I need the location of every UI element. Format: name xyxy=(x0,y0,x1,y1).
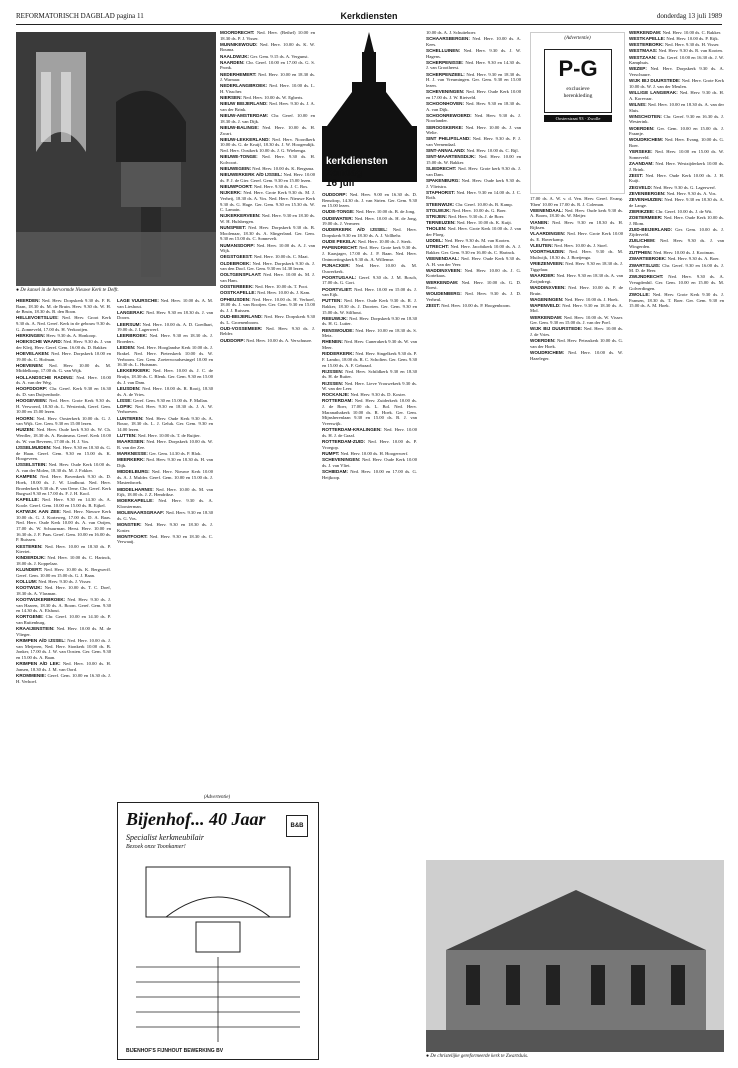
listings-column-7 xyxy=(629,30,724,854)
listing-entry: NIEUW-AMSTERDAM: Chr. Geref. 10.00 en 18.30 ds. J. van Dijk. xyxy=(220,113,315,124)
listing-entry: MOERKAPELLE: Ned. Herv. 9.30 ds. A. Kloosterman. xyxy=(117,498,213,509)
listing-entry: VEENENDAAL: Ned. Herv. Oude kerk 9.30 ds. A. Boom, 18.30 ds. W. Meijer. xyxy=(530,207,623,219)
paper-name: REFORMATORISCH DAGBLAD pagina 11 xyxy=(16,12,144,20)
listing-entry: OOSTERBEEK: Ned. Herv. 10.00 ds. T. Poot. xyxy=(220,284,309,290)
listing-entry: LEERSUM: Ned. Herv. 10.00 ds. A. D. Goedhart, 19.00 ds. J. Lagerwerf. xyxy=(117,321,213,333)
listing-entry: WOUDRICHEM: Ned. Herv. Evang. 10.00 ds. G. Boer. xyxy=(629,137,724,148)
listing-entry: PUTTEN: Ned. Herv. Oude Kerk 9.30 ds. R. J. Bakker, 18.30 ds. J. Doorten. Ger. Gem. 9.30 en 15.00 ds. W. Silfhout. xyxy=(322,298,417,315)
listing-entry: LEERBROEK: Ned. Herv. 9.30 en 18.30 ds. J. Broeders. xyxy=(117,333,213,345)
listing-entry: YERSEKE: Ned. Herv. 10.00 en 15.00 ds. W. Sonneveld. xyxy=(629,149,724,160)
listing-entry: KAPELLE: Ned. Herv. 9.30 en 14.30 ds. A. Koole. Geref. Gem. 10.00 en 15.00 ds. B. Eijkel. xyxy=(16,497,111,508)
listings-column-3 xyxy=(220,30,315,798)
listing-entry: UTRECHT: Ned. Herv. Jacobikerk 10.00 ds. A. J. Bakker. Ger. Gem. 9.30 en 16.00 ds. C. Harinck. xyxy=(426,244,521,255)
listing-entry: VLAARDINGEN: Ned. Herv. Grote Kerk 10.00 ds. E. Haverkamp. xyxy=(530,231,623,243)
listing-entry: ZOETERMEER: Ned. Herv. Oude Kerk 10.00 ds. J. Blom. xyxy=(629,214,724,226)
listing-entry: NUNSPEET: Ned. Herv. Dorpskerk 9.30 ds. B. Moolenaar, 18.30 ds. A. Slingerland. Ger. Gem. 9.30 en 15.00 ds. C. Sonnevelt. xyxy=(220,225,315,242)
listing-entry: SCHAARSBERGEN: Ned. Herv. 10.00 ds. A. Kees. xyxy=(426,36,521,47)
listing-entry: KLUNDERT: Ned. Herv. 10.00 ds. K. Bergwerff. Geref. Gem. 10.00 en 15.00 ds. G. J. Baan. xyxy=(16,567,111,578)
listing-entry: ROTTERDAM-ZUID: Ned. Herv. 10.00 ds. P. Vroegop. xyxy=(322,439,417,450)
listing-entry: MAARSSEN: Ned. Herv. Dorpskerk 10.00 ds. W. R. van der Zee. xyxy=(117,439,213,450)
listing-entry: NEDERHEMERT: Ned. Herv. 10.00 en 18.30 ds. J. Warnaar. xyxy=(220,71,315,83)
listing-entry: OUDDORP: Ned. Herv. 10.00 ds. A. Verschuure. xyxy=(220,337,313,343)
listing-entry: LANGERAK: Ned. Herv. 9.30 en 18.30 ds. J. van Doorn. xyxy=(117,309,213,321)
bijenhof-company: BIJENHOF'S FIJNHOUT BEWERKING BV xyxy=(126,1048,224,1054)
pulpit-photo-art xyxy=(16,32,216,286)
listing-entry: WAGENINGEN: Ned. Herv. 10.00 ds. J. Hoek. xyxy=(530,296,619,302)
listing-entry: MEERKERK: Ned. Herv. 9.30 en 18.30 ds. H. van Dijk. xyxy=(117,457,213,468)
listings-column-5 xyxy=(426,30,521,854)
ad-label: (Advertentie) xyxy=(564,36,591,41)
listing-entry: NIJKERKERVEEN: Ned. Herv. 9.30 en 18.30 ds. W. H. Hulsbergen. xyxy=(220,213,315,224)
pulpit-photo xyxy=(16,32,216,286)
page-header xyxy=(16,12,722,24)
listing-entry: KINDERDIJK: Ned. Herv. 10.00 ds. C. Harinck, 18.00 ds. J. Koppelaar. xyxy=(16,555,111,567)
listing-entry: KRIMPEN A/D IJSSEL: Ned. Herv. 10.00 ds. J. van Meijeren, Ned. Herv. Sionkerk 10.00 ds. B. Jonker, 17.00 ds. J. W. van Oosten. Ger. Gem. 9.30 en 15.00 ds. A. Baan. xyxy=(16,638,111,661)
listing-entry: STRIJEN: Ned. Herv. 9.30 ds. J. de Boer. xyxy=(426,213,505,219)
listing-entry: RENSWOUDE: Ned. Herv. 10.00 en 18.30 ds. S. Metz. xyxy=(322,327,417,339)
listing-entry: OEGSTGEEST: Ned. Herv. 10.00 ds. C. Maat. xyxy=(220,254,309,260)
listing-entry: OUD-BEIJERLAND: Ned. Herv. Dorpskerk 9.30 ds. L. Groenenboom. xyxy=(220,314,315,325)
listing-entry: ROTTERDAM-KRALINGEN: Ned. Herv. 10.00 ds. H. J. de Graaf. xyxy=(322,427,417,438)
pg-tagline-2: herenkleding xyxy=(563,92,593,99)
listing-entry: SINT PHILIPSLAND: Ned. Herv. 9.30 ds. P. J. van Veenendaal. xyxy=(426,136,521,147)
listing-entry: ZIERIKZEE: Chr. Geref. 10.00 ds. J. de Wit. xyxy=(629,208,713,214)
listing-entry: WOERDEN: Ger. Gem. 10.00 en 15.00 ds. J. Fraanje. xyxy=(629,125,724,137)
listing-entry: WIJK BIJ DUURSTEDE: Ned. Herv. Grote Kerk 10.00 ds. W. J. van der Meulen. xyxy=(629,78,724,89)
listing-entry: VLEUTEN: Ned. Herv. 10.00 ds. J. Stoel. xyxy=(530,243,608,249)
listing-entry: OOSTKAPELLE: Ned. Herv. 10.00 ds. J. Kam. xyxy=(220,290,311,296)
listing-entry: NAARDEN: Chr. Geref. 10.00 en 17.00 ds. G. S. Pronk. xyxy=(220,59,315,71)
listing-entry: VOORTHUIZEN: Ned. Herv. 9.30 ds. M. Muilwijk, 18.30 ds. J. Boeijenga. xyxy=(530,249,623,261)
listing-entry: SINT-MAARTENSDIJK: Ned. Herv. 10.00 en 15.00 ds. W. Bakker. xyxy=(426,154,521,165)
pg-brand: P-G xyxy=(558,56,598,81)
listing-entry: LOPIK: Ned. Herv. 9.30 en 18.30 ds. J. A. W. Verhoeven. xyxy=(117,403,213,415)
listing-entry: OUDEWATER: Ned. Herv. 10.00 ds. H. de Jong, 19.00 ds. J. Vermeer. xyxy=(322,215,417,227)
listing-entry: HOORN: Ned. Herv. Oosterkerk 10.00 ds. G. J. van Wijk. Ger. Gem. 9.30 en 15.00 lezen. xyxy=(16,415,111,427)
listing-entry: NUMANSDORP: Ned. Herv. 10.00 ds. A. J. van Wijk. xyxy=(220,242,315,254)
listing-entry: WOUDRICHEM: Ned. Herv. 10.00 ds. W. Hazeleger. xyxy=(530,350,623,361)
listing-entry: NIEUW BEIJERLAND: Ned. Herv. 9.30 ds. J. A. van der Brink. xyxy=(220,101,315,113)
listing-entry: IJSSELMUIDEN: Ned. Herv. 9.30 en 18.30 ds. G. de Haan. Geref. Gem. 9.30 en 15.00 ds. K. Hoogeveen. xyxy=(16,444,111,462)
listing-entry: THOLEN: Ned. Herv. Grote Kerk 10.00 ds. J. van der Ploeg. xyxy=(426,226,521,237)
listing-entry: WAPENVELD: Ned. Herv. 9.30 en 18.30 ds. A. Mol. xyxy=(530,302,623,314)
listing-entry: SCHELLUINEN: Ned. Herv. 9.30 ds. J. W. Hagens. xyxy=(426,47,521,59)
listing-entry: HOEVENEN: Ned. Herv. 10.00 ds. M. Middelkoop, 17.00 ds. G. van Wijk. xyxy=(16,362,111,374)
listing-entry: WEZEP: Ned. Herv. Dorpskerk 9.30 ds. A. Verschuure. xyxy=(629,66,724,78)
listing-entry: MOLENAARSGRAAF: Ned. Herv. 9.30 en 18.30 ds. G. Vos. xyxy=(117,510,213,521)
listing-entry: OUDERKERK A/D IJSSEL: Ned. Herv. Dorpskerk 9.30 en 18.30 ds. A. J. Vollbehr. xyxy=(322,227,417,239)
listing-entry: SCHERPENISSE: Ned. Herv. 9.30 en 14.30 ds. J. van Grootheest. xyxy=(426,59,521,71)
listing-entry: NIEUWPOORT: Ned. Herv. 9.30 ds. J. C. Bos. xyxy=(220,184,309,190)
pg-tagline-1: exclusieve xyxy=(566,86,590,92)
listing-entry: MARKNESSE: Ger. Gem. 14.30 ds. P. Blok. xyxy=(117,451,202,457)
listing-entry: WILLIGE LANGERAK: Ned. Herv. 9.30 ds. H. A. Korevaar. xyxy=(629,90,724,101)
listing-entry: ROTTERDAM: Ned. Herv. Zuiderkerk 10.00 ds. J. de Boer, 17.00 ds. L. Bol. Ned. Herv. Maranathakerk 10.00 ds. R. Hoek. Ger. Gem. Mijnsherenlaan 9.30 en 15.00 ds. B. J. van Vreeswijk. xyxy=(322,398,417,427)
listing-entry: WESTKAPELLE: Ned. Herv. 10.00 ds. P. Rijk. xyxy=(629,36,719,42)
listing-entry: OPHEUSDEN: Ned. Herv. 10.00 ds. H. Verhoef, 18.00 ds. J. van Rooijen. Ger. Gem. 9.30 en 15.00 ds. J. J. Ruissen. xyxy=(220,296,315,313)
listing-entry: HOOGEVEEN: Ned. Herv. Grote Kerk 9.30 ds. H. Verwoerd, 18.30 ds. L. Westerink, Geref. Gem. 10.00 en 15.00 lezen. xyxy=(16,398,111,415)
listing-entry: ZEVENBERGEN: Ned. Herv. 9.30 ds. A. Vos. xyxy=(629,190,717,196)
listing-entry: STAPHORST: Ned. Herv. 9.30 en 14.00 ds. J. C. Roth. xyxy=(426,189,521,201)
bijenhof-tagline: Bezoek onze Toonkamer! xyxy=(126,844,186,850)
listing-entry: NEDERLANGBROEK: Ned. Herv. 10.00 ds. L. H. Visscher. xyxy=(220,83,315,95)
listing-entry: MOORDRECHT: Ned. Herv. (Bethel) 10.00 en 18.30 ds. P. J. Visser. xyxy=(220,30,315,41)
church-photo xyxy=(426,860,724,1052)
listing-entry: RHENEN: Ned. Herv. Cunerakerk 9.30 ds. W. van Meer. xyxy=(322,339,417,351)
listing-entry: SCHEVENINGEN: Ned. Herv. Oude Kerk 10.00 ds. J. van Vliet. xyxy=(322,457,417,468)
church-silhouette-icon xyxy=(322,32,417,126)
listing-entry: LUNTEREN: Ned. Herv. Oude Kerk 9.30 ds. A. Bouw, 18.30 ds. L. J. Geluk. Ger. Gem. 9.30 en 14.00 lezen. xyxy=(117,415,213,432)
listing-entry: HOLLANDSCHE RADING: Ned. Herv. 10.00 ds. A. van der Weg. xyxy=(16,374,111,386)
pg-advertisement xyxy=(530,32,625,194)
listing-entry: LEIDEN: Ned. Herv. Hooglandse Kerk 10.00 ds. J. Brakel. Ned. Herv. Pieterskerk 10.00 ds. W. Verboom. Ger. Gem. Zoeterwoudsesingel 10.00 en 16.30 ds. L. Huisman. xyxy=(117,345,213,368)
listing-entry: NIEUWERKERK A/D IJSSEL: Ned. Herv. 10.00 ds. P. J. de Gier. Geref. Gem. 9.30 en 15.00 lezen. xyxy=(220,172,315,183)
listing-entry: OUDE PEKELA: Ned. Herv. 10.00 ds. J. Sterk. xyxy=(322,239,412,245)
listing-entry: HOOFDDORP: Chr. Geref. Kerk 9.30 en 16.30 ds. D. van Duijvenbode. xyxy=(16,386,111,397)
listing-entry: HUIZEN: Ned. Herv. Oude kerk 9.30 ds. W. Ch. Werdler, 18.30 ds. A. Bruinsma. Geref. Kerk 10.00 ds. W. van Beveren, 17.00 ds. H. J. Vos. xyxy=(16,427,111,444)
photo2-caption: ● De christelijke gereformeerde kerk te Zwartsluis. xyxy=(426,1054,529,1059)
listing-entry: WESTMAAS: Ned. Herv. 9.30 ds. R. van Kooten. xyxy=(629,48,723,54)
listing-entry: KRIMPEN A/D LEK: Ned. Herv. 10.00 ds. H. Jansen, 18.30 ds. J. M. van Oord. xyxy=(16,661,111,672)
listing-entry: OUDE-TONGE: Ned. Herv. 10.00 ds. B. de Jong. xyxy=(322,209,416,215)
listing-entry: ZUILICHEM: Ned. Herv. 9.30 ds. J. van Wingerden. xyxy=(629,238,724,250)
listings-column-2 xyxy=(117,298,213,798)
listing-entry: MIDDELBURG: Ned. Herv. Nieuwe Kerk 10.00 ds. A. J. Mulder. Geref. Gem. 10.00 en 15.00 ds. J. Mastenbroek. xyxy=(117,469,213,486)
listing-entry: KORTGENE: Chr. Geref. 10.00 en 14.30 ds. P. van Ruitenburg. xyxy=(16,614,111,626)
listing-entry: KOLLUM: Ned. Herv. 9.30 ds. J. Visser. xyxy=(16,579,92,584)
listing-entry: WAARDER: Ned. Herv. 9.30 en 18.30 ds. A. van Zwijndregt. xyxy=(530,273,623,284)
listing-entry: POORTUGAAL: Geref. 9.30 ds. J. M. Bosch, 17.00 ds. G. Gort. xyxy=(322,274,417,286)
logo-date: 16 juli xyxy=(326,178,355,189)
listing-entry: NAALDWIJK: Ger. Gem. 9.15 ds. A. Vergunst. xyxy=(220,53,309,59)
listing-entry: SPAKENBURG: Ned. Herv. Oude kerk 9.30 ds. J. Vlietstra. xyxy=(426,177,521,189)
listing-entry: ZUID-BEIJERLAND: Ger. Gem. 10.00 ds. J. Zijderveld. xyxy=(629,226,724,238)
listing-entry: OUD-VOSSEMEER: Ned. Herv. 9.30 ds. J. Belder. xyxy=(220,325,315,337)
logo-title: kerkdiensten xyxy=(326,156,388,167)
listing-entry: VIANEN: Ned. Herv. 9.30 en 18.30 ds. H. Rijksen. xyxy=(530,219,623,231)
listing-entry: HOEVELAKEN: Ned. Herv. Dorpskerk 10.00 en 19.00 ds. C. Hofman. xyxy=(16,350,111,362)
listing-entry: NIJKERK: Ned. Herv. Grote Kerk 9.30 ds. M. J. Verheij, 18.30 ds. A. Vos. Ned. Herv. Nieuwe Kerk 9.30 ds. G. Hage. Ger. Gem. 9.30 en 15.30 ds. W. C. Lamain. xyxy=(220,190,315,213)
listing-entry: NIEUW-LEKKERLAND: Ned. Herv. Noordkerk 10.00 ds. G. de Kruijf, 18.30 ds. J. W. Hoogendijk. Ned. Herv. Oostkerk 10.00 ds. J. G. Wiebenga. xyxy=(220,136,315,154)
listing-entry: OOLTGENSPLAAT: Ned. Herv. 10.00 ds. M. J. van Ham. xyxy=(220,272,315,284)
listing-entry: ZEGVELD: Ned. Herv. 9.30 ds. G. Lagerwerf. xyxy=(629,184,716,190)
listing-entry: STEENWIJK: Chr. Geref. 10.00 ds. B. Kamp. xyxy=(426,201,513,207)
listing-entry: KOOTWIJK: Ned. Herv. 10.00 ds. T. C. Doef, 18.30 ds. A. Vlasman. xyxy=(16,585,111,596)
listing-entry: WADDINXVEEN: Ned. Herv. 10.00 ds. P. de Bruin. xyxy=(530,284,623,296)
church-interior-drawing xyxy=(126,857,310,1045)
listing-entry: WESTZAAN: Chr. Geref. 10.00 en 16.30 ds. J. W. Kamphuis. xyxy=(629,54,724,66)
listing-entry: ZAANDAM: Ned. Herv. Westzijderkerk 10.00 ds. J. Brink. xyxy=(629,160,724,172)
listing-entry: PIJNACKER: Ned. Herv. 10.00 ds. M. Ouwerkerk. xyxy=(322,262,417,274)
listing-entry: VRIEZENVEEN: Ned. Herv. 9.30 en 18.30 ds. J. Tiggelaar. xyxy=(530,261,623,272)
listing-entry: NIERSEN: Ned. Herv. 10.00 ds. W. Egberts. xyxy=(220,95,304,101)
listing-entry: WERKENDAM: Ned. Herv. 10.00 ds. G. D. Roest. xyxy=(426,279,521,291)
listing-entry: IJSSELSTEIN: Ned. Herv. Oude Kerk 10.00 ds. A. van der Molen, 18.30 ds. M. J. Fokker. xyxy=(16,462,111,474)
listing-entry: SLIEDRECHT: Ned. Herv. Grote kerk 9.30 ds. J. van Dam. xyxy=(426,166,521,177)
listing-entry: WOUDENBERG: Ned. Herv. 9.30 ds. J. D. Verheul. xyxy=(426,291,521,303)
listing-entry: REEUWIJK: Ned. Herv. Dorpskerk 9.30 en 18.30 ds. H. G. Lutter. xyxy=(322,315,417,327)
listing-entry: OUDDORP: Ned. Herv. 9.00 en 16.30 ds. D. Bensdorp, 14.30 ds. J. van Strien. Ger. Gem. 9.30 en 15.00 lezen. xyxy=(322,192,417,209)
listings-column-4 xyxy=(322,192,417,1062)
listing-entry: ZWOLLE: Ned. Herv. Grote Kerk 9.30 ds. J. Fransen, 18.30 ds. T. Boer. Ger. Gem. 9.30 en 15.00 ds. A. M. Hoek. xyxy=(629,291,724,309)
listing-entry: MONSTER: Ned. Herv. 9.30 en 18.30 ds. J. Koster. xyxy=(117,521,213,533)
bijenhof-subtitle: Specialist kerkmeubilair xyxy=(126,833,204,842)
listing-entry: SEROOSKERKE: Ned. Herv. 10.00 ds. J. van Welie. xyxy=(426,124,521,136)
listing-entry: OLDEBROEK: Ned. Herv. Dorpskerk 9.30 ds. J. van den Dool. Ger. Gem. 9.30 en 14.30 lezen. xyxy=(220,260,315,272)
listing-entry: SCHIEDAM: Ned. Herv. 10.00 en 17.00 ds. G. Heijkoop. xyxy=(322,468,417,480)
pg-tagline xyxy=(545,86,611,99)
listing-entry: UDDEL: Ned. Herv. 9.30 ds. M. van Kooten. xyxy=(426,237,511,243)
listing-entry: ZUTPHEN: Ned. Herv. 10.00 ds. J. Kooiman. xyxy=(629,250,715,256)
listings-column-1 xyxy=(16,298,111,1062)
pg-logo-box xyxy=(544,49,612,113)
listing-entry: LEUSDEN: Ned. Herv. 10.00 ds. R. Rooij, 18.30 ds. A. de Vries. xyxy=(117,385,213,397)
listing-entry: KOOTWIJKERBROEK: Ned. Herv. 9.30 ds. J. van Haaren, 18.30 ds. A. Boom. Geref. Gem. 9.30 en 14.30 ds. A. Elshout. xyxy=(16,596,111,614)
listing-entry: WERKENDAM: Ned. Herv. 10.00 ds. W. Visser. Ger. Gem. 9.30 en 15.00 ds. J. van der Poel. xyxy=(530,314,623,326)
listing-entry: RIJSSEN: Ned. Herv. Schildkerk 9.30 en 18.30 ds. H. de Ruiter. xyxy=(322,368,417,380)
listing-entry: 17.00 ds. A. W. v. d. Ven. Herv. Geref. Evang. 'Eben' 10.00 en 17.00 ds. R. J. Coleman. xyxy=(530,196,623,207)
listing-entry: ROCKANJE: Ned. Herv. 9.30 ds. D. Koster. xyxy=(322,392,406,398)
listing-entry: LUTTEN: Ned. Herv. 10.00 ds. T. de Ruijter. xyxy=(117,433,201,439)
listing-entry: LAGE VUURSCHE: Ned. Herv. 10.00 ds. A. M. van Lieshout. xyxy=(117,298,213,309)
listing-entry: WESTERBORK: Ned. Herv. 9.30 ds. H. Visser. xyxy=(629,42,720,48)
listing-entry: HELLEVOETSLUIS: Ned. Herv. Groot Kerk 9.30 ds. A. Ned. Geref. Kerk in de gebouw 9.30 ds. G. Zonneveld, 17.00 ds. H. Verkooijen. xyxy=(16,315,111,332)
photo1-caption: ● De kansel in de hervormde Nieuwe Kerk te Delft. xyxy=(16,288,119,293)
listing-entry: WOERDEN: Ned. Herv. Petruskerk 10.00 ds. G. van der Hoek. xyxy=(530,338,623,349)
listing-entry: NIEUWE-TONGE: Ned. Herv. 9.30 ds. H. Kolvoort. xyxy=(220,154,315,165)
listings-column-6 xyxy=(530,196,623,854)
listing-entry: HERKINGEN: Herv. 9.30 ds. A. Honkoop. xyxy=(16,332,97,338)
kerkdiensten-logo xyxy=(322,32,417,182)
listing-entry: WERKENDAM: Ned. Herv. 10.00 ds. C. Bakker. xyxy=(629,30,722,35)
listing-entry: WILNIS: Ned. Herv. 10.00 en 18.30 ds. A. van der Sluis. xyxy=(629,101,724,113)
listing-entry: HEERDEN: Ned. Herv. Dorpskerk 9.30 ds. F. B. Baan, 18.30 ds. M. de Bruin. Herv. 9.30 ds. W. H. de Bruin, 18.30 ds. B. den Boon. xyxy=(16,298,111,315)
listing-entry: MIDDELHARNIS: Ned. Herv. 10.00 ds. M. van Eijk, 18.00 ds. J. Z. Hendrikse. xyxy=(117,486,213,498)
listing-entry: WINSCHOTEN: Chr. Geref. 9.30 en 16.30 ds. J. Westerink. xyxy=(629,113,724,125)
listing-entry: PAPENDRECHT: Ned. Herv. Grote kerk 9.30 ds. J. Kaasjager, 17.00 ds. J. P. Baan. Ned. Herv. Ontmoetingskerk 9.30 ds. A. Willemse. xyxy=(322,245,417,262)
bijenhof-advertisement xyxy=(117,802,319,1060)
section-title: Kerkdiensten xyxy=(340,11,398,21)
ad-bij-label: (Advertentie) xyxy=(203,795,231,800)
listing-entry: SCHERPENZEEL: Ned. Herv. 9.30 en 18.30 ds. H. J. van Vreumingen. Ger. Gem. 9.30 en 15.00 lezen. xyxy=(426,71,521,88)
listing-entry: KAMPEN: Ned. Herv. Bovenkerk 9.30 ds. D. Hoek, 18.00 ds. J. W. Lindhout. Ned. Herv. Broederkerk 9.30 ds. P. van Oene. Chr. Geref. Kerk Burgwal 9.30 en 17.00 ds. F. J. H. Kool. xyxy=(16,474,111,497)
issue-date: donderdag 13 juli 1989 xyxy=(656,12,722,20)
pg-address: Oosterstraat 93 · Zwolle xyxy=(544,115,612,122)
listing-entry: MUNNIKEWOUD: Ned. Herv. 10.00 ds. K. W. Bouma. xyxy=(220,41,315,53)
listing-entry: KRAAIJENSTEIN: Ned. Herv. 10.00 ds. M. de Vlieger. xyxy=(16,626,111,637)
listing-entry: MONTFOORT: Ned. Herv. 9.30 en 18.30 ds. C. Verwaaij. xyxy=(117,533,213,545)
church-photo-art xyxy=(426,860,724,1052)
listing-entry: RIJSSEN: Ned. Herv. Lieve Vrouwekerk 9.30 ds. W. van der Leer. xyxy=(322,380,417,392)
bijenhof-logo: B&B xyxy=(286,815,308,837)
listing-entry: POORTVLIET: Ned. Herv. 10.00 en 15.00 ds. J. van Eijk. xyxy=(322,286,417,298)
listing-entry: RUMPT: Ned. Herv. 10.00 ds. H. Hoogerwerf. xyxy=(322,450,409,456)
logo-day: Zondag xyxy=(326,168,363,179)
listing-entry: ZEVENHUIZEN: Ned. Herv. 9.30 en 18.30 ds. A. de Lange. xyxy=(629,196,724,208)
listing-entry: ZWIJNDRECHT: Ned. Herv. 9.30 ds. A. Vreugdenhil. Ger. Gem. 10.00 en 15.00 ds. M. Golverdingen. xyxy=(629,274,724,291)
listing-entry: SCHOONREWOERD: Ned. Herv. 9.30 ds. J. Noorlander. xyxy=(426,112,521,124)
header-rule xyxy=(16,24,722,25)
listing-entry: ZEIST: Ned. Herv. Oude Kerk 10.00 ds. J. H. Kuijt. xyxy=(629,172,724,184)
listing-entry: SCHOONHOVEN: Ned. Herv. 9.30 en 18.30 ds. A. van Dijk. xyxy=(426,100,521,112)
listing-entry: STOLWIJK: Ned. Herv. 10.00 ds. G. Boer. xyxy=(426,207,507,213)
listing-entry: NIEUW-BALINGE: Ned. Herv. 10.00 ds. H. Zwart. xyxy=(220,125,315,136)
listing-entry: KESTEREN: Ned. Herv. 10.00 en 18.30 ds. P. Kieviet. xyxy=(16,543,111,555)
listing-entry: RIDDERKERK: Ned. Herv. Singelkerk 9.30 ds. P. F. Lambo, 18.00 ds. R. C. Scholten. Ger. Gem. 9.30 en 15.00 ds. A. F. Gebraad. xyxy=(322,351,417,368)
listing-entry: NIEUWEGEIN: Ned. Herv. 10.00 ds. K. Bergsma. xyxy=(220,166,315,172)
listing-entry: ZEIST: Ned. Herv. 10.00 ds. P. Hoogenboom. xyxy=(426,303,511,309)
listing-entry: 10.00 ds. A. J. Schuiteboer. xyxy=(426,30,477,35)
listing-entry: LEKKERKERK: Ned. Herv. 10.00 ds. J. C. de Bruijn, 18.30 ds. C. Blenk. Ger. Gem. 9.30 en 15.00 ds. J. van Dam. xyxy=(117,368,213,385)
listing-entry: KROMMENIE: Geref. Gem. 10.00 en 16.30 ds. J. H. Verhoef. xyxy=(16,673,111,684)
logo-date-block xyxy=(326,169,362,189)
listing-entry: WIJK BIJ DUURSTEDE: Ned. Herv. 10.00 ds. J. de Vries. xyxy=(530,326,623,338)
listing-entry: SINT-ANNALAND: Ned. Herv. 10.00 ds. C. Bijl. xyxy=(426,148,519,154)
listing-entry: TERNEUZEN: Ned. Herv. 10.00 ds. K. Kuijt. xyxy=(426,220,512,225)
listing-entry: ZWARTSLUIS: Chr. Geref. 9.30 en 16.00 ds. J. M. D. de Heer. xyxy=(629,262,724,274)
listing-entry: ZWARTEBROEK: Ned. Herv. 9.30 ds. A. Boer. xyxy=(629,256,720,262)
listing-entry: LISSE: Geref. Gem. 9.30 en 15.00 ds. F. Mallan. xyxy=(117,397,209,403)
listing-entry: SCHEVENINGEN: Ned. Herv. Oude Kerk 10.00 en 17.00 ds. J. W. Rietveld. xyxy=(426,89,521,100)
listing-entry: KATWIJK AAN ZEE: Ned. Herv. Nieuwe Kerk 10.00 ds. G. J. Korteweg, 17.00 ds. D. A. Baas. Ned. Herv. Oude Kerk 10.00 ds. A. van Ooijen, 17.00 ds. W. Schuurman. Herst. Herv. 10.00 en 16.30 ds. J. F. Paas. Geref. Gem. 10.00 en 16.00 ds. P. Ruissen. xyxy=(16,509,111,543)
listing-entry: HOEKSCHE WAARD: Ned. Herv. 9.30 ds. J. van der Kleij, Herv. Geref. Gem. 16.00 ds. D. Bakker. xyxy=(16,339,111,350)
listing-entry: VEENENDAAL: Ned. Herv. Oude Kerk 9.30 ds. A. H. van der Veer. xyxy=(426,255,521,267)
listing-entry: WADDINXVEEN: Ned. Herv. 10.00 ds. J. G. Kortekaas. xyxy=(426,267,521,279)
bijenhof-title: Bijenhof... 40 Jaar xyxy=(126,809,266,829)
